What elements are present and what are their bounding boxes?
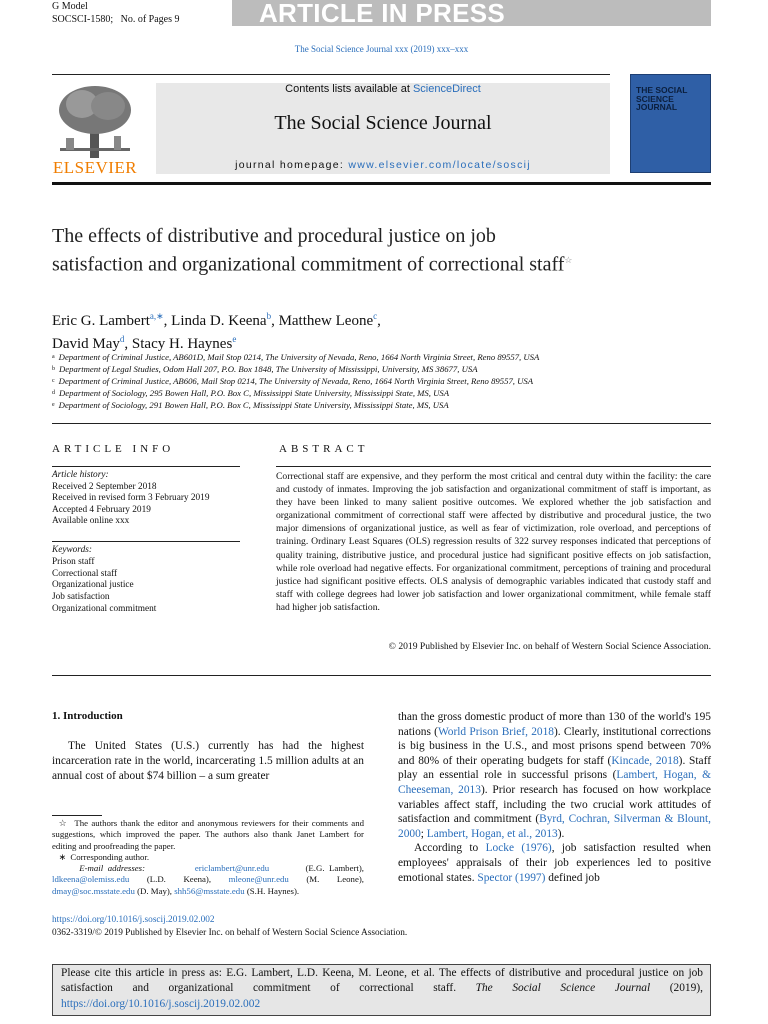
page-count: No. of Pages 9 xyxy=(120,14,180,25)
citation-link[interactable]: Byrd, Cochran, Silverman & Blount, 2000 xyxy=(398,813,712,840)
masthead-rule xyxy=(52,74,610,75)
homepage-link[interactable]: www.elsevier.com/locate/soscij xyxy=(348,159,531,171)
footnotes xyxy=(52,818,364,897)
affiliation: $^d$ Department of Sociology, 295 Bowen Hall, P.O. Box C, Mississippi State University, Mississippi State, MS, USA xyxy=(52,388,450,398)
cover-title: THE SOCIAL SCIENCE JOURNAL xyxy=(636,85,688,112)
keyword: Organizational commitment xyxy=(52,603,157,614)
citation-link[interactable]: Lambert, Hogan, et al., 2013 xyxy=(426,827,558,840)
contents-line: Contents lists available at ScienceDirect xyxy=(285,83,481,95)
elsevier-tree-logo-icon xyxy=(52,82,138,160)
keyword: Job satisfaction xyxy=(52,592,110,603)
email-link[interactable]: ldkeena@olemiss.edu xyxy=(52,874,130,885)
citation-link[interactable]: Locke (1976) xyxy=(485,842,552,855)
affiliation: $^a$ Department of Criminal Justice, AB601D, Mail Stop 0214, The University of Nevada, Reno, 1664 North Virginia Street, Reno 89557, USA xyxy=(52,352,540,362)
citation-doi-link[interactable]: https://doi.org/10.1016/j.soscij.2019.02.002 xyxy=(61,997,261,1010)
keyword: Prison staff xyxy=(52,556,95,567)
in-press-label: ARTICLE IN PRESS xyxy=(258,0,506,28)
affiliation: $^e$ Department of Sociology, 291 Bowen Hall, P.O. Box C, Mississippi State University, Mississippi State, MS, USA xyxy=(52,400,449,410)
abstract-text: Correctional staff are expensive, and they perform the most critical and central duty within the facility: the care and custody of inmates. Improving the job satisfaction and organizational commitment of staff is important, as they have been linked to many salient positive outcomes. We explored whether the job satisfaction and organizational commitment of correctional staff were affected by distributive and procedural justice, the two major dimensions of organizational justice, as well as fear of victimization, role overload, and perceptions of training. Ordinary Least Squares (OLS) regression results of 322 survey responses indicated that perceptions of quality training, distributive justice, and procedural justice had significant positive effects on job satisfaction, while role overload had negative effects. For organizational commitment, perceptions of training and procedural justice had significant positive effects. OLS analysis of demographic variables indicated that custody staff and staff with college degrees had lower job satisfaction and lower organizational commitment, while female staff had higher job satisfaction. xyxy=(276,471,711,613)
abstract-bottom-rule xyxy=(52,675,711,676)
email-link[interactable]: dmay@soc.msstate.edu xyxy=(52,885,135,896)
email-footnote: E-mail addresses: ericlambert@unr.edu (E.G. Lambert), ldkeena@olemiss.edu (L.D. Keena), mleone@unr.edu (M. Leone), dmay@soc.msstate.edu (D. May), shh56@msstate.edu (S.H. Haynes). xyxy=(52,863,364,896)
citation-journal: The Social Science Journal xyxy=(475,982,651,995)
keywords-label: Keywords: xyxy=(52,545,92,555)
keyword: Correctional staff xyxy=(52,568,118,579)
article-history xyxy=(52,470,242,528)
issn-line: 0362-3319/© 2019 Published by Elsevier Inc. on behalf of Western Social Science Association. xyxy=(52,928,408,938)
author-name[interactable]: Stacy H. Haynes xyxy=(131,336,233,352)
affiliation: $^b$ Department of Legal Studies, Odom Hall 207, P.O. Box 1848, The University of Mississippi, University, MS 38677, USA xyxy=(52,364,478,374)
keywords xyxy=(52,545,242,616)
abstract-rule xyxy=(276,466,711,467)
author-name[interactable]: David May xyxy=(52,336,120,352)
sciencedirect-link[interactable]: ScienceDirect xyxy=(412,83,481,95)
article-info-rule xyxy=(52,466,240,467)
article-info-heading: ARTICLE INFO xyxy=(52,443,175,455)
article-ref: SOCSCI-1580; xyxy=(52,14,114,25)
paper-title: The effects of distributive and procedural justice on job satisfaction and organizational commitment of correctional staff☆ xyxy=(52,225,573,276)
affiliation: $^c$ Department of Criminal Justice, AB606, Mail Stop 0214, The University of Nevada, Reno, 1664 North Virginia Street, Reno 89557, USA xyxy=(52,376,534,386)
citation-link[interactable]: Kincade, 2018 xyxy=(611,754,679,767)
title-footnote-mark: ☆ xyxy=(564,255,573,265)
author-name[interactable]: Matthew Leone xyxy=(278,313,374,329)
abstract-copyright: © 2019 Published by Elsevier Inc. on behalf of Western Social Science Association. xyxy=(388,641,711,652)
citation-link[interactable]: Spector (1997) xyxy=(477,871,546,884)
email-link[interactable]: ericlambert@unr.edu xyxy=(194,863,270,874)
masthead-bottom-rule xyxy=(52,182,711,185)
body-column-right: than the gross domestic product of more than 130 of the world's 195 nations (World Prison Brief, 2018). Clearly, institutional corrections is big business in the U.S., and most prisons spend between 70% and 80% of their operating budgets for staff (Kincade, 2018). Staff play an essential role in successful prisons (Lambert, Hogan, & Cheeseman, 2013). Prior research has focused on how workplace variables affect staff, including the two crucial work attitudes of satisfaction and commitment (Byrd, Cochran, Silverman & Blount, 2000; Lambert, Hogan, et al., 2013). According to Locke (1976), job satisfaction resulted when employees' appraisals of their job experiences led to positive emotional states. Spector (1997) defined job xyxy=(398,711,712,884)
history-item: Received in revised form 3 February 2019 xyxy=(52,493,210,503)
footnote-rule xyxy=(52,815,102,816)
section-heading: 1. Introduction xyxy=(52,710,123,722)
acknowledgement-footnote: ☆ The authors thank the editor and anonymous reviewers for their comments and suggestions, which improved the paper. The authors also thank Janet Lambert for editing and proofreading the paper. xyxy=(52,818,364,851)
author-name[interactable]: Linda D. Keena xyxy=(171,313,267,329)
journal-title: The Social Science Journal xyxy=(274,112,492,134)
abstract-heading: ABSTRACT xyxy=(279,443,369,455)
body-paragraph: According to Locke (1976), job satisfaction resulted when employees' appraisals of their job experiences led to positive emotional states. Spector (1997) defined job xyxy=(398,842,711,884)
citation-link[interactable]: Lambert, Hogan, & Cheeseman, 2013 xyxy=(398,769,711,796)
affiliations xyxy=(52,351,692,411)
elsevier-wordmark: ELSEVIER xyxy=(52,158,138,177)
section-rule xyxy=(52,423,711,424)
journal-homepage: journal homepage: www.elsevier.com/locate/soscij xyxy=(235,159,531,171)
history-label: Article history: xyxy=(52,470,109,480)
body-paragraph: The United States (U.S.) currently has had the highest incarceration rate in the world, incarcerating 1.5 million adults at an annual cost of about $74 billion – a sum greater xyxy=(52,740,364,782)
model-label: G Model xyxy=(52,1,88,12)
corresponding-author-footnote: ∗ Corresponding author. xyxy=(58,851,150,862)
history-item: Received 2 September 2018 xyxy=(52,481,157,492)
article-metadata xyxy=(52,0,180,26)
author-list: Eric G. Lambert$^{a,∗}$, Linda D. Keena$^b$, Matthew Leone$^c$, David May$^d$, Stacy H. Haynes$^e$ xyxy=(52,311,381,352)
citation-text: Please cite this article in press as: E.G. Lambert, L.D. Keena, M. Leone, et al. The effects of distributive and procedural justice on job satisfaction and organizational commitment of correctional staff. The Social Science Journal (2019), https://doi.org/10.1016/j.soscij.2019.02.002 xyxy=(61,967,703,1010)
journal-reference-link[interactable]: The Social Science Journal xxx (2019) xxx–xxx xyxy=(294,44,469,54)
email-link[interactable]: shh56@msstate.edu xyxy=(174,885,245,896)
doi-link[interactable]: https://doi.org/10.1016/j.soscij.2019.02.002 xyxy=(52,915,215,925)
email-link[interactable]: mleone@unr.edu xyxy=(228,874,289,885)
author-name[interactable]: Eric G. Lambert xyxy=(52,313,150,329)
keywords-rule xyxy=(52,541,240,542)
history-item: Available online xxx xyxy=(52,516,130,526)
keyword: Organizational justice xyxy=(52,580,134,591)
history-item: Accepted 4 February 2019 xyxy=(52,504,151,515)
citation-link[interactable]: World Prison Brief, 2018 xyxy=(437,725,554,738)
